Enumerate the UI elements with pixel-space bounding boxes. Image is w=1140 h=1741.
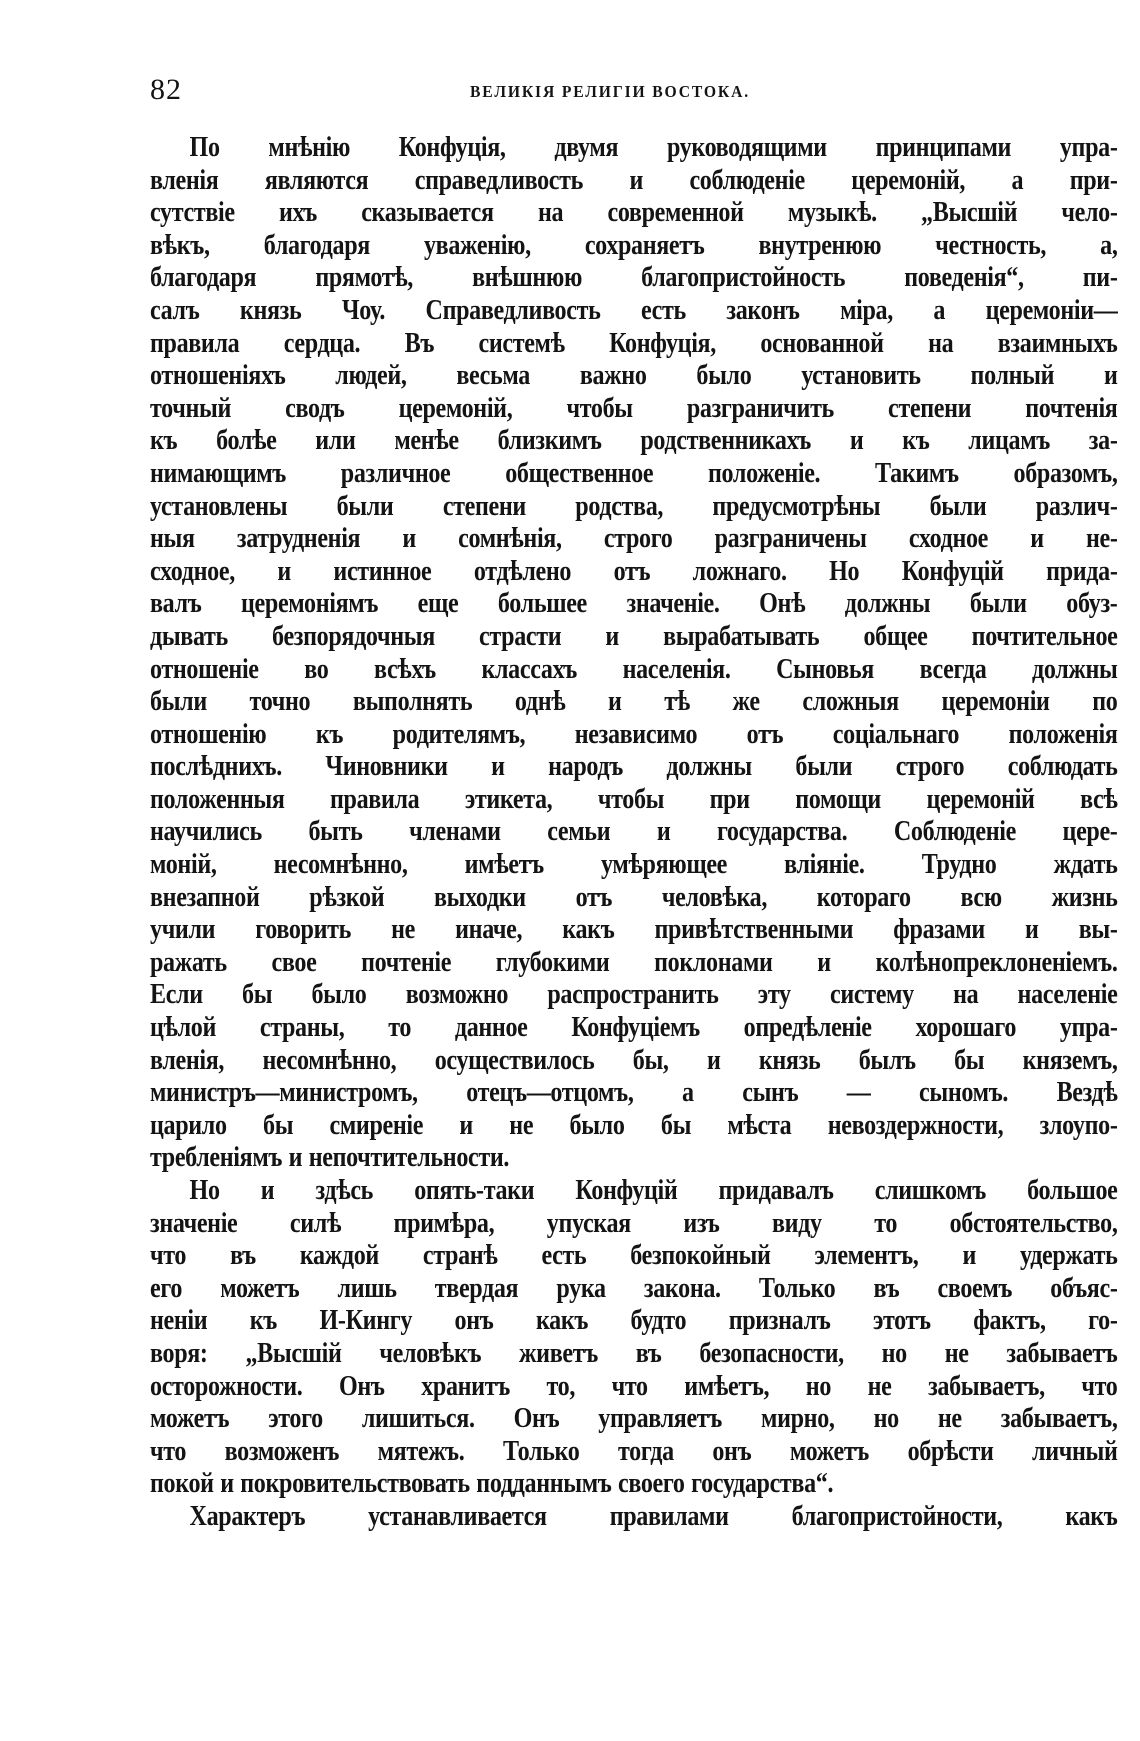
text-line: По мнѣнію Конфуція, двумя руководящими принципами упра- (189, 132, 1118, 163)
text-line: что возможенъ мятежъ. Только тогда онъ можетъ обрѣсти личный (150, 1435, 1118, 1467)
text-line: отношеніе во всѣхъ классахъ населенія. Сыновья всегда должны (150, 653, 1118, 685)
text-line: царило бы смиреніе и не было бы мѣста невоздержности, злоупо- (150, 1109, 1118, 1141)
text-line: что въ каждой странѣ есть безпокойный элементъ, и удержать (150, 1240, 1118, 1272)
text-line: вѣкъ, благодаря уваженію, сохраняетъ внутренюю честность, а, (150, 229, 1118, 261)
page-number: 82 (150, 73, 182, 106)
text-line: салъ князь Чоу. Справедливость есть законъ міра, а церемоніи— (150, 294, 1118, 326)
text-line: его можетъ лишь твердая рука закона. Только въ своемъ объяс- (150, 1272, 1118, 1304)
text-line: отношеніяхъ людей, весьма важно было установить полный и (150, 360, 1118, 392)
text-line: нимающимъ различное общественное положеніе. Такимъ образомъ, (150, 457, 1118, 489)
text-line: точный сводъ церемоній, чтобы разграничить степени почтенія (150, 392, 1118, 424)
text-line: можетъ этого лишиться. Онъ управляетъ мирно, но не забываетъ, (150, 1403, 1118, 1435)
text-line: неніи къ И-Кингу онъ какъ будто призналъ этотъ фактъ, го- (150, 1305, 1118, 1337)
text-line: благодаря прямотѣ, внѣшнюю благопристойность поведенія“, пи- (150, 262, 1118, 294)
text-line: правила сердца. Въ системѣ Конфуція, основанной на взаимныхъ (150, 327, 1118, 359)
text-line: учили говорить не иначе, какъ привѣтственными фразами и вы- (150, 914, 1118, 946)
text-line: Но и здѣсь опять-таки Конфуцій придавалъ слишкомъ большое (189, 1175, 1118, 1206)
text-line: воря: „Высшій человѣкъ живетъ въ безопасности, но не забываетъ (150, 1337, 1118, 1369)
body-text (150, 132, 1118, 1534)
text-line: вленія являются справедливость и соблюденіе церемоній, а при- (150, 164, 1118, 196)
text-line: дывать безпорядочныя страсти и вырабатывать общее почтительное (150, 620, 1118, 652)
text-line: Если бы было возможно распространить эту систему на населеніе (150, 979, 1118, 1011)
text-line: ныя затрудненія и сомнѣнія, строго разграничены сходное и не- (150, 523, 1118, 555)
text-line: значеніе силѣ примѣра, упуская изъ виду то обстоятельство, (150, 1207, 1118, 1239)
text-line: покой и покровительствовать подданнымъ своего государства“. (150, 1468, 834, 1500)
text-line: установлены были степени родства, предусмотрѣны были различ- (150, 490, 1118, 522)
text-line: ражать свое почтеніе глубокими поклонами и колѣнопреклоненіемъ. (150, 946, 1118, 978)
text-line: осторожности. Онъ хранитъ то, что имѣетъ, но не забываетъ, что (150, 1370, 1118, 1402)
text-line: отношенію къ родителямъ, независимо отъ соціальнаго положенія (150, 718, 1118, 750)
running-head: ВЕЛИКІЯ РЕЛИГІИ ВОСТОКА. (470, 82, 751, 101)
text-line: требленіямъ и непочтительности. (150, 1142, 510, 1174)
text-line: цѣлой страны, то данное Конфуціемъ опредѣленіе хорошаго упра- (150, 1012, 1118, 1044)
text-line: сходное, и истинное отдѣлено отъ ложнаго. Но Конфуцій прида- (150, 555, 1118, 587)
text-line: научились быть членами семьи и государства. Соблюденіе цере- (150, 816, 1118, 848)
text-line: моній, несомнѣнно, имѣетъ умѣряющее вліяніе. Трудно ждать (150, 849, 1118, 881)
text-line: къ болѣе или менѣе близкимъ родственникахъ и къ лицамъ за- (150, 425, 1118, 457)
text-line: сутствіе ихъ сказывается на современной музыкѣ. „Высшій чело- (150, 197, 1118, 229)
text-line: вленія, несомнѣнно, осуществилось бы, и князь былъ бы княземъ, (150, 1044, 1118, 1076)
text-line: послѣднихъ. Чиновники и народъ должны были строго соблюдать (150, 751, 1118, 783)
text-line: валъ церемоніямъ еще большее значеніе. Онѣ должны были обуз- (150, 588, 1118, 620)
page-header (150, 70, 1110, 110)
text-line: внезапной рѣзкой выходки отъ человѣка, котораго всю жизнь (150, 881, 1118, 913)
text-line: Характеръ устанавливается правилами благопристойности, какъ (189, 1500, 1118, 1532)
text-line: положенныя правила этикета, чтобы при помощи церемоній всѣ (150, 783, 1118, 815)
text-line: были точно выполнять однѣ и тѣ же сложныя церемоніи по (150, 686, 1118, 718)
text-line: министръ—министромъ, отецъ—отцомъ, а сынъ — сыномъ. Вездѣ (150, 1077, 1118, 1109)
